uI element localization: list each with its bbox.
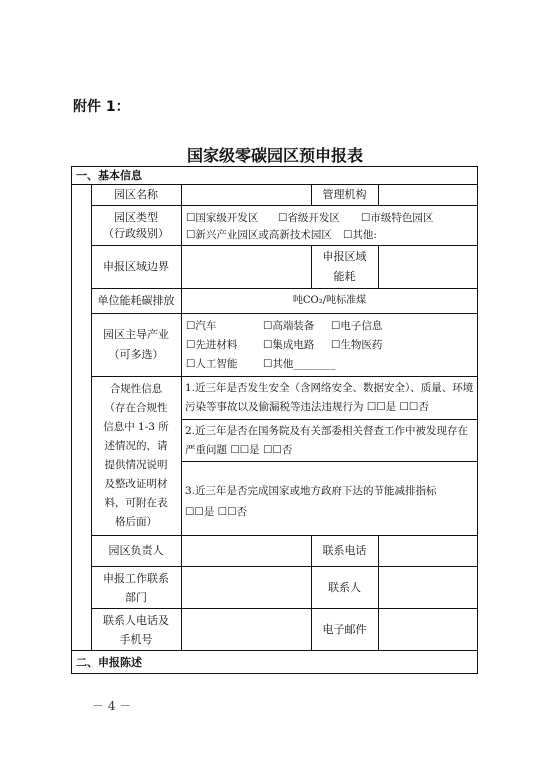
contact-dept-line2: 部门 (125, 590, 147, 604)
industry-options (186, 318, 476, 374)
label-industry (91, 314, 181, 376)
compliance-item-3-answer: ☐☐是 ☐☐否 (185, 506, 247, 518)
industry-title: 园区主导产业 (103, 328, 169, 341)
compliance-line: 料，可附在表 (104, 497, 168, 509)
label-contact-phone: 联系电话 (322, 544, 367, 557)
option-hightech-park[interactable]: ☐新兴产业园区或高新技术园区 (186, 229, 332, 241)
compliance-line: 及整改证明材 (104, 478, 168, 490)
option-electronics[interactable]: ☐电子信息 (331, 320, 383, 332)
option-other-type[interactable]: ☐其他: (343, 229, 377, 241)
contact-mobile-line2: 手机号 (119, 632, 153, 646)
option-materials[interactable]: ☐先进材料 (186, 339, 238, 351)
contact-dept-line1: 申报工作联系 (103, 571, 169, 585)
compliance-item-2: 2.近三年是否在国务院及有关部委相关督查工作中被发现存在严重问题 ☐☐是 ☐☐否 (185, 425, 469, 456)
compliance-item-1: 1.近三年是否发生安全（含网络安全、数据安全）、质量、环境污染等事故以及偷漏税等违法违规行为 ☐☐是 ☐☐否 (185, 382, 474, 413)
park-type-title: 园区类型 (114, 210, 158, 224)
form-title: 国家级零碳园区预申报表 (186, 146, 363, 165)
label-unit-carbon: 单位能耗碳排放 (97, 294, 175, 307)
park-type-options (186, 210, 476, 244)
contact-mobile-line1: 联系人电话及 (103, 613, 169, 627)
label-park-type (91, 206, 181, 245)
option-other-industry[interactable]: ☐其他________ (263, 358, 336, 370)
compliance-line: （存在合规性 (104, 402, 168, 414)
option-ic[interactable]: ☐集成电路 (263, 339, 315, 351)
compliance-line: 格后面） (115, 516, 157, 528)
label-leader: 园区负责人 (108, 544, 164, 557)
compliance-line: 提供情况说明 (104, 459, 168, 471)
option-equipment[interactable]: ☐高端装备 (263, 320, 315, 332)
park-type-subtitle: （行政级别） (103, 226, 169, 240)
label-management: 管理机构 (322, 188, 367, 201)
compliance-line: 合规性信息 (109, 383, 163, 395)
section-statement: 二、申报陈述 (76, 656, 142, 669)
attachment-label: 附件 1： (73, 99, 130, 115)
label-boundary: 申报区域边界 (103, 260, 169, 273)
label-energy (311, 246, 378, 288)
option-municipal-park[interactable]: ☐市级特色园区 (361, 212, 434, 224)
option-ai[interactable]: ☐人工智能 (186, 358, 238, 370)
compliance-item-3: 3.近三年是否完成国家或地方政府下达的节能减排指标 (185, 485, 437, 497)
label-contact: 联系人 (328, 580, 361, 594)
option-biomed[interactable]: ☐生物医药 (331, 339, 383, 351)
label-email: 电子邮件 (322, 622, 367, 636)
label-contact-dept (91, 567, 181, 608)
option-provincial-zone[interactable]: ☐省级开发区 (278, 212, 340, 224)
page-number: － 4 － (92, 699, 132, 713)
industry-subtitle: （可多选） (108, 348, 164, 361)
energy-line1: 申报区域 (322, 250, 367, 263)
section-basic-info: 一、基本信息 (76, 169, 142, 182)
compliance-line: 述情况的，请 (104, 440, 168, 452)
label-contact-mobile (91, 609, 181, 650)
label-compliance (94, 380, 178, 532)
option-national-zone[interactable]: ☐国家级开发区 (186, 212, 259, 224)
unit-carbon-unit: 吨CO₂/吨标准煤 (292, 295, 367, 306)
option-auto[interactable]: ☐汽车 (186, 320, 217, 332)
energy-line2: 能耗 (333, 270, 356, 283)
compliance-line: 信息中 1-3 所 (103, 421, 169, 433)
label-park-name: 园区名称 (114, 188, 158, 201)
